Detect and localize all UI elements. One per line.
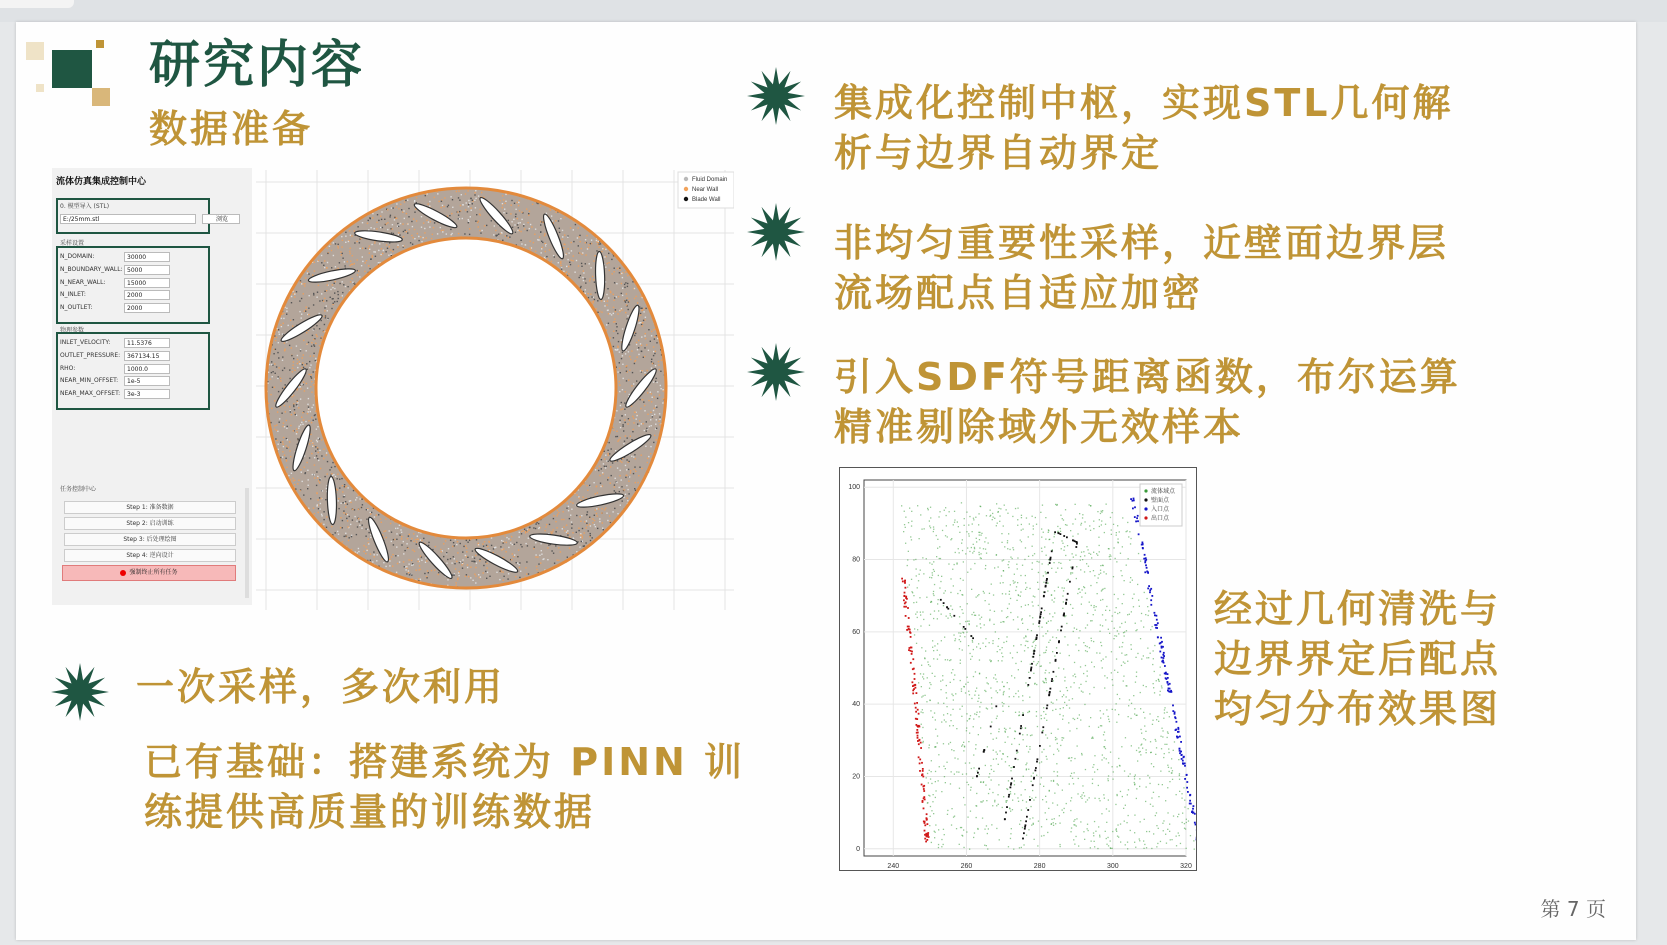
step-button[interactable]: Step 3: 后处理绘图: [64, 533, 236, 546]
legend-marker: [684, 197, 688, 201]
starburst-icon: [50, 662, 110, 722]
legend-marker: [684, 187, 688, 191]
sampling_params-label: N_BOUNDARY_WALL:: [60, 265, 123, 273]
physics_params-value-field[interactable]: 3e-3: [124, 389, 170, 399]
sampling_params-label: N_OUTLET:: [60, 304, 93, 312]
slide: [16, 22, 1636, 940]
bullet-3-line1: 引入SDF符号距离函数，布尔运算: [834, 355, 1461, 399]
window-top-bar: [0, 0, 1667, 22]
foundation-line1: 已有基础：搭建系统为 PINN 训: [144, 740, 746, 784]
x-tick-label: 280: [1033, 863, 1046, 870]
caption-line3: 均匀分布效果图: [1214, 687, 1502, 731]
step-button[interactable]: Step 1: 准备数据: [64, 501, 236, 514]
step-button[interactable]: Step 2: 启动训练: [64, 517, 236, 530]
physics_params-label: OUTLET_PRESSURE:: [60, 351, 121, 359]
legend-label: 入口点: [1151, 506, 1170, 513]
physics_params-label: NEAR_MAX_OFFSET:: [60, 390, 121, 398]
y-tick-label: 80: [852, 556, 860, 564]
bullet-3: [834, 352, 1461, 452]
starburst-icon: [746, 342, 806, 402]
sampling_params-value-field[interactable]: 30000: [124, 252, 170, 262]
caption-line1: 经过几何清洗与: [1214, 587, 1502, 631]
physics_params-label: RHO:: [60, 364, 76, 372]
y-tick-label: 0: [856, 845, 860, 853]
y-tick-label: 20: [852, 773, 860, 781]
legend-label: 流体域点: [1151, 488, 1176, 495]
scrollbar[interactable]: [245, 488, 249, 598]
app-panel: [52, 168, 252, 605]
y-tick-label: 60: [852, 628, 860, 636]
starburst-icon: [746, 202, 806, 262]
starburst-icon: [746, 66, 806, 126]
browse-button[interactable]: 浏览: [202, 214, 240, 224]
physics-section-label: 物理参数: [60, 327, 85, 334]
scatter-legend: [1140, 484, 1182, 526]
slide-subtitle: 数据准备: [149, 107, 314, 151]
legend-label: 出口点: [1151, 515, 1170, 522]
legend-marker: [1144, 498, 1147, 501]
stl-path-field[interactable]: E:/25mm.stl: [60, 214, 196, 224]
sampling_params-label: N_DOMAIN:: [60, 253, 95, 260]
physics_params-value-field[interactable]: 1e-5: [124, 376, 170, 386]
ring-legend: [678, 172, 734, 208]
logo-icon: [26, 40, 116, 110]
x-tick-label: 260: [960, 863, 973, 870]
y-tick-label: 100: [848, 484, 860, 492]
sampling_params-label: N_INLET:: [60, 291, 86, 299]
inner-wall: [316, 238, 616, 538]
stop-icon: [120, 570, 126, 576]
chart-caption: [1214, 584, 1501, 734]
legend-marker: [684, 177, 688, 181]
physics_params-label: NEAR_MIN_OFFSET:: [60, 377, 119, 385]
sampling_params-value-field[interactable]: 2000: [124, 303, 170, 313]
step-button[interactable]: Step 4: 逆向设计: [64, 549, 236, 562]
sampling_params-label: N_NEAR_WALL:: [60, 278, 106, 286]
page-number: 第 7 页: [1540, 897, 1606, 921]
bullet-1-line1: 集成化控制中枢，实现STL几何解: [834, 81, 1454, 125]
physics_params-value-field[interactable]: 11.5376: [124, 338, 170, 348]
app-title: 流体仿真集成控制中心: [56, 177, 147, 187]
sampling_params-value-field[interactable]: 5000: [124, 265, 170, 275]
task-section-label: 任务控制中心: [60, 486, 97, 493]
bullet-1-line2: 析与边界自动界定: [834, 131, 1163, 175]
x-tick-label: 240: [887, 863, 900, 870]
ring-scatter-plot: [256, 170, 734, 610]
bullet-2-line2: 流场配点自适应加密: [834, 271, 1204, 315]
physics_params-label: INLET_VELOCITY:: [60, 339, 111, 346]
legend-label: 壁面点: [1151, 497, 1170, 504]
window-tab[interactable]: [0, 0, 74, 8]
legend-marker: [1144, 507, 1147, 510]
bullet-4: 一次采样，多次利用: [136, 665, 506, 709]
x-tick-label: 300: [1106, 863, 1119, 870]
physics_params-value-field[interactable]: 1000.0: [124, 364, 170, 374]
model-import-label: 0. 模型导入 (STL): [60, 203, 110, 210]
legend-marker: [1144, 516, 1147, 519]
bullet-3-line2: 精准剔除域外无效样本: [834, 405, 1245, 449]
x-tick-label: 320: [1180, 863, 1192, 870]
legend-marker: [1144, 489, 1147, 492]
stop-all-button[interactable]: [62, 565, 236, 581]
y-tick-label: 40: [852, 701, 860, 709]
plot-area: [864, 480, 1186, 856]
foundation-text: [144, 737, 745, 837]
sampling_params-value-field[interactable]: 15000: [124, 278, 170, 288]
caption-line2: 边界界定后配点: [1214, 637, 1502, 681]
legend-label: Near Wall: [692, 187, 719, 193]
sampling-section-label: 采样设置: [60, 240, 85, 247]
sampling_params-value-field[interactable]: 2000: [124, 290, 170, 300]
stop-button-label: 强制终止所有任务: [129, 569, 178, 576]
bullet-1: [834, 78, 1454, 178]
legend-label: Blade Wall: [692, 197, 721, 203]
bullet-2: [834, 218, 1449, 318]
bullet-2-line1: 非均匀重要性采样，近壁面边界层: [834, 221, 1450, 265]
distribution-scatter-chart: [839, 467, 1197, 871]
legend-label: Fluid Domain: [692, 177, 728, 183]
foundation-line2: 练提供高质量的训练数据: [144, 790, 596, 834]
physics_params-value-field[interactable]: 367134.15: [124, 351, 170, 361]
slide-title: 研究内容: [149, 36, 366, 95]
